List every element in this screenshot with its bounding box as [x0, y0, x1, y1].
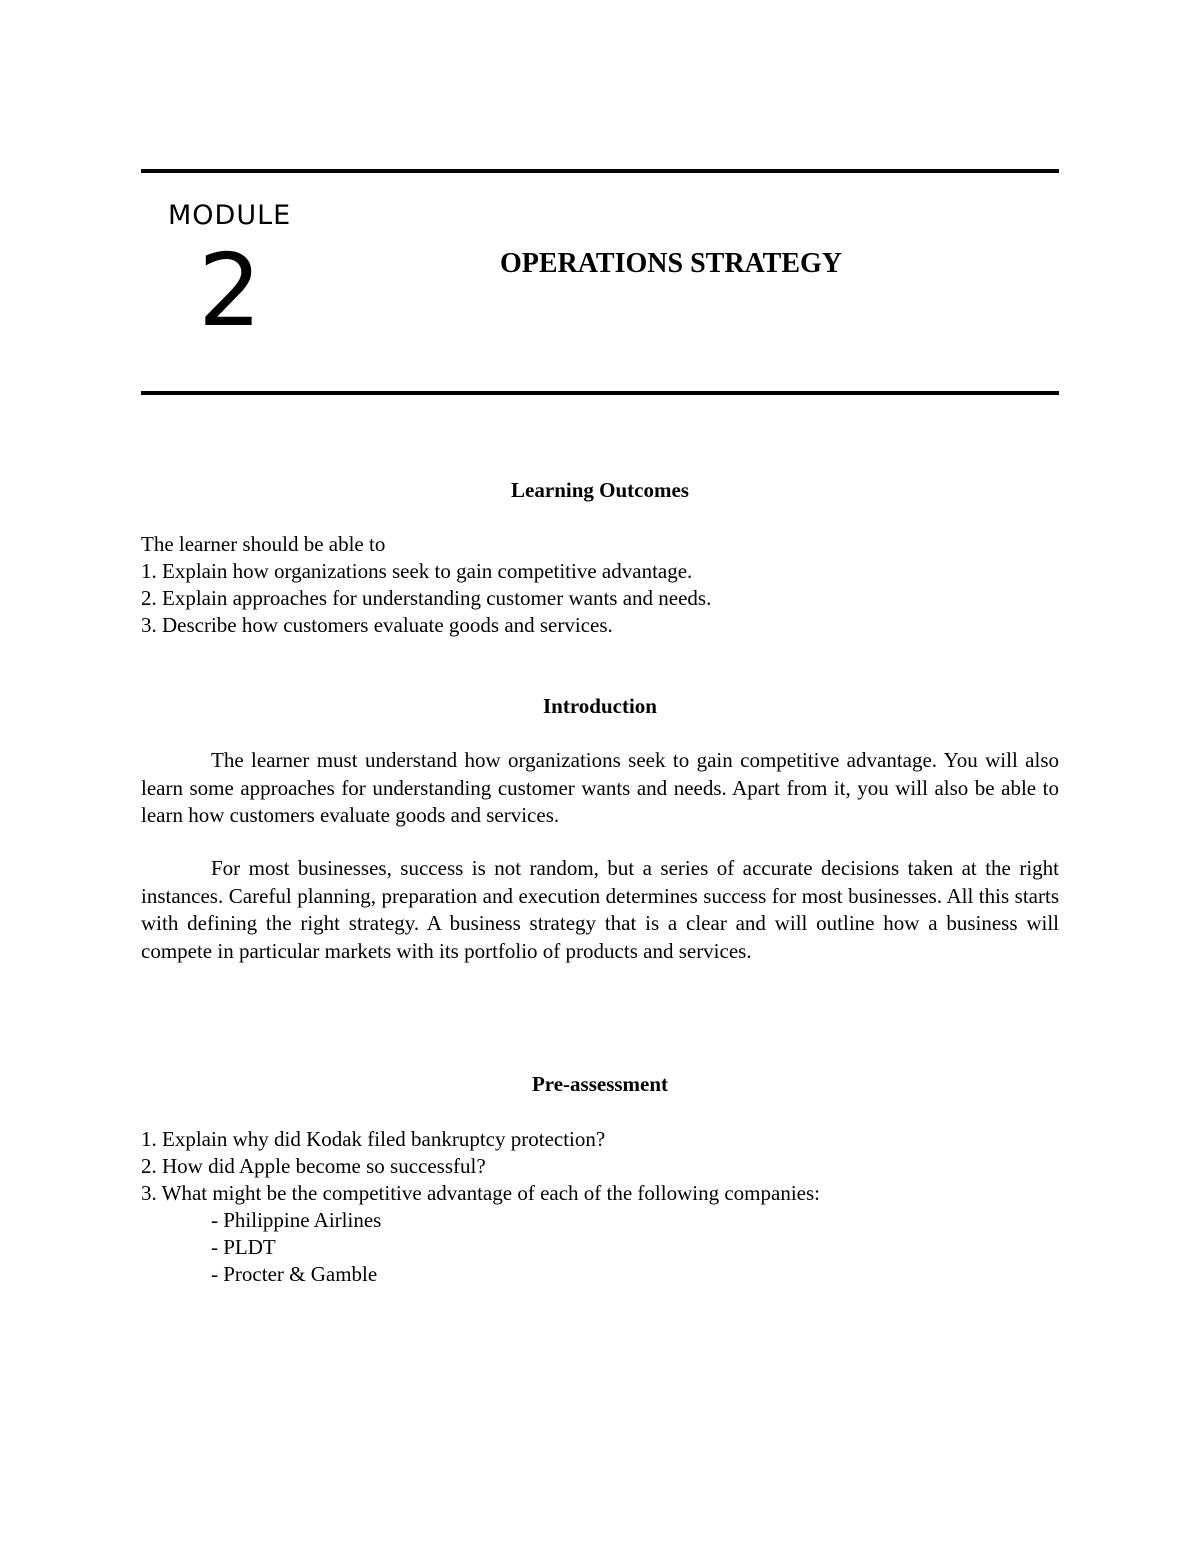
- learning-outcomes-heading: Learning Outcomes: [511, 478, 689, 502]
- module-title: OPERATIONS STRATEGY: [500, 248, 843, 279]
- introduction-heading: Introduction: [543, 694, 657, 718]
- learning-outcomes-list: [141, 531, 1059, 639]
- introduction-paragraph: For most businesses, success is not random, but a series of accurate decisions taken at the right instances. Careful planning, preparation and execution determines success for most businesses. All this starts with defining the right strategy. A business strategy that is a clear and will outline how a business will compete in particular markets with its portfolio of products and services.: [141, 856, 1059, 963]
- bottom-rule: [141, 391, 1059, 395]
- pre-assessment-heading: Pre-assessment: [531, 1072, 669, 1096]
- pre-assessment-list: [141, 1126, 1059, 1288]
- company-item: - Philippine Airlines: [211, 1208, 382, 1232]
- introduction-paragraph: The learner must understand how organizations seek to gain competitive advantage. You will also learn some approaches for understanding customer wants and needs. Apart from it, you will also be able to learn how customers evaluate goods and services.: [141, 748, 1059, 827]
- learning-outcomes-intro: The learner should be able to: [141, 532, 386, 556]
- pre-assessment-item: 1. Explain why did Kodak filed bankruptcy protection?: [141, 1127, 606, 1151]
- learning-outcome-item: 2. Explain approaches for understanding customer wants and needs.: [141, 586, 712, 610]
- learning-outcome-item: 3. Describe how customers evaluate goods and services.: [141, 613, 613, 637]
- pre-assessment-item: 2. How did Apple become so successful?: [141, 1154, 486, 1178]
- company-item: - PLDT: [211, 1235, 276, 1259]
- pre-assessment-item: 3. What might be the competitive advantage of each of the following companies:: [141, 1181, 820, 1205]
- module-label: MODULE: [168, 200, 292, 231]
- learning-outcome-item: 1. Explain how organizations seek to gain competitive advantage.: [141, 559, 693, 583]
- module-number: 2: [198, 232, 262, 349]
- top-rule: [141, 169, 1059, 173]
- company-item: - Procter & Gamble: [211, 1262, 378, 1286]
